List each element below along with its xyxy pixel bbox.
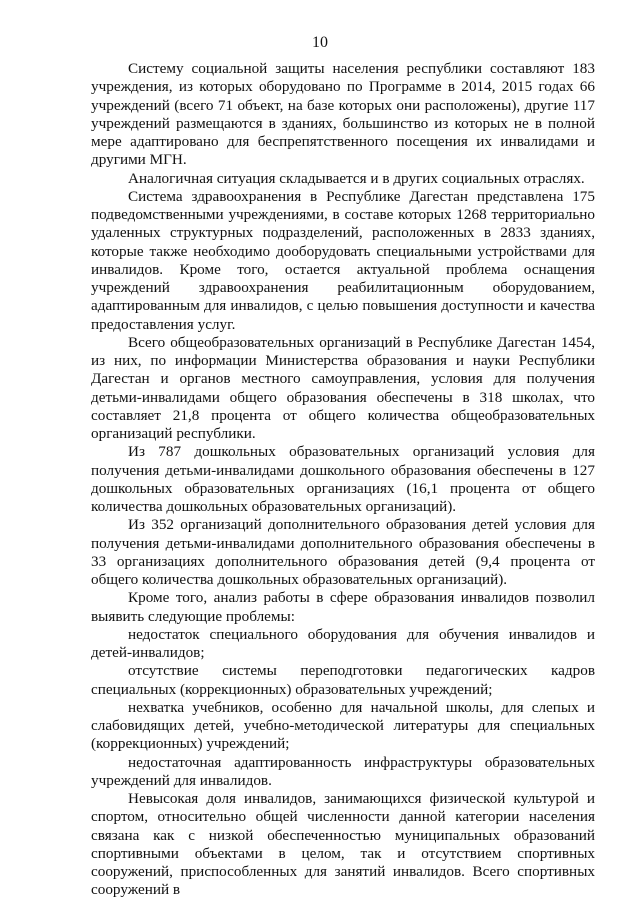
paragraph-problems-intro: Кроме того, анализ работы в сфере образования инвалидов позволил выявить следующие проблемы: <box>91 589 595 625</box>
document-body <box>91 60 595 900</box>
paragraph-sports: Невысокая доля инвалидов, занимающихся физической культурой и спортом, относительно общей численности данной категории населения связана как с низкой обеспеченностью муниципальных образований спортивными объектами в целом, так и отсутствием спортивных сооружений, приспособленных для занятий инвалидов. Всего спортивных сооружений в <box>91 790 595 899</box>
paragraph-social-protection: Систему социальной защиты населения республики составляют 183 учреждения, из которых оборудовано по Программе в 2014, 2015 годах 66 учреждений (всего 71 объект, на базе которых они расположены), другие 117 учреждений размещаются в зданиях, большинство из которых не в полной мере адаптировано для беспрепятственного посещения их инвалидами и другими МГН. <box>91 60 595 169</box>
list-item-infrastructure: недостаточная адаптированность инфраструктуры образовательных учреждений для инвалидов. <box>91 753 595 789</box>
paragraph-preschool-education: Из 787 дошкольных образовательных организаций условия для получения детьми-инвалидами дошкольного образования обеспечены в 127 дошкольных образовательных организациях (16,1 процента от общего количества дошкольных образовательных организаций). <box>91 443 595 515</box>
list-item-textbook-shortage: нехватка учебников, особенно для начальной школы, для слепых и слабовидящих детей, учебно-методической литературы для специальных (коррекционных) учреждений; <box>91 698 595 753</box>
paragraph-general-education: Всего общеобразовательных организаций в Республике Дагестан 1454, из них, по информации Министерства образования и науки Республики Дагестан и органов местного самоуправления, условия для получения детьми-инвалидами общего образования обеспечены в 318 школах, что составляет 21,8 процента от общего количества общеобразовательных организаций республики. <box>91 333 595 442</box>
paragraph-additional-education: Из 352 организаций дополнительного образования детей условия для получения детьми-инвалидами дополнительного образования обеспечены в 33 организациях дополнительного образования детей (9,4 процента от общего количества дошкольных образовательных организаций). <box>91 516 595 588</box>
paragraph-healthcare: Система здравоохранения в Республике Дагестан представлена 175 подведомственными учреждениями, в составе которых 1268 территориально удаленных структурных подразделений, расположенных в 2833 зданиях, которые также необходимо дооборудовать специальными устройствами для инвалидов. Кроме того, остается актуальной проблема оснащения учреждений здравоохранения реабилитационным оборудованием, адаптированным для инвалидов, с целью повышения доступности и качества предоставления услуг. <box>91 187 595 333</box>
list-item-equipment-shortage: недостаток специального оборудования для обучения инвалидов и детей-инвалидов; <box>91 625 595 661</box>
list-item-retraining-absence: отсутствие системы переподготовки педагогических кадров специальных (коррекционных) образовательных учреждений; <box>91 662 595 698</box>
paragraph-other-sectors: Аналогичная ситуация складывается и в других социальных отраслях. <box>128 169 585 187</box>
page-number: 10 <box>312 34 328 51</box>
